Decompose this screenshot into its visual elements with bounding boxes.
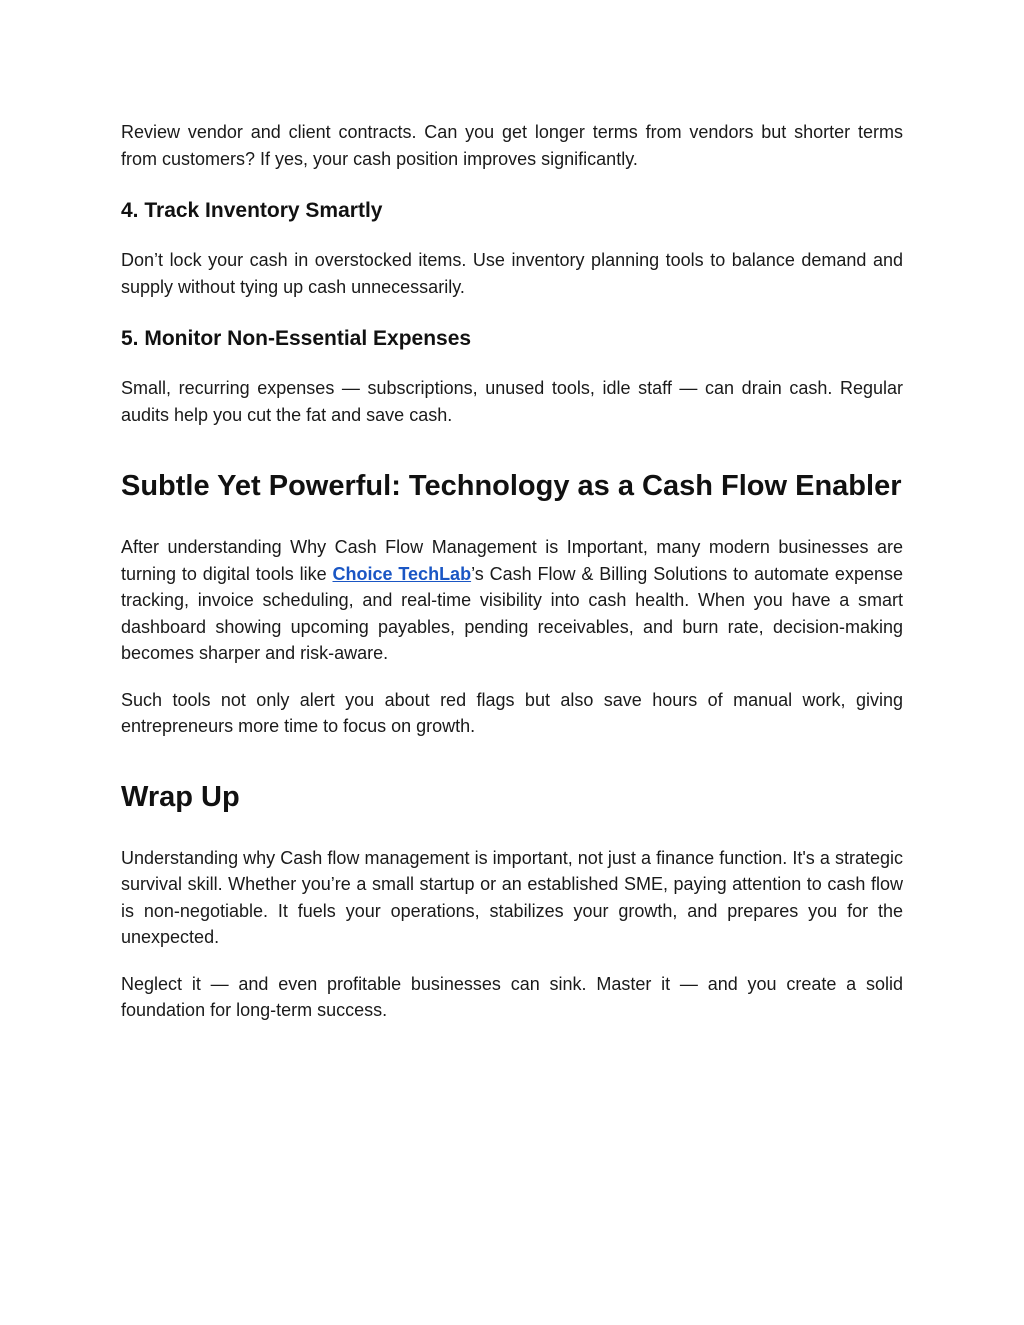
inventory-paragraph: Don’t lock your cash in overstocked items. Use inventory planning tools to balance demand and supply without tying up cash unnecessarily. (121, 250, 903, 297)
document-page (121, 116, 903, 1024)
contracts-paragraph: Review vendor and client contracts. Can you get longer terms from vendors but shorter terms from customers? If yes, your cash position improves significantly. (121, 122, 903, 169)
wrap-up-heading: Wrap Up (121, 780, 240, 813)
expenses-paragraph: Small, recurring expenses — subscriptions, unused tools, idle staff — can drain cash. Regular audits help you cut the fat and save cash. (121, 378, 903, 425)
choice-techlab-link[interactable]: Choice TechLab (332, 563, 472, 584)
tools-paragraph: Such tools not only alert you about red flags but also save hours of manual work, giving entrepreneurs more time to focus on growth. (121, 689, 903, 736)
neglect-paragraph: Neglect it — and even profitable businesses can sink. Master it — and you create a solid foundation for long-term success. (121, 973, 903, 1020)
technology-text-before-link: After understanding Why Cash Flow Management is Important, many modern businesses are turning to digital tools like (121, 537, 903, 584)
expenses-heading: 5. Monitor Non-Essential Expenses (121, 327, 472, 350)
technology-paragraph (121, 534, 903, 667)
technology-text-after-link: ’s Cash Flow & Billing Solutions to automate expense tracking, invoice scheduling, and real-time visibility into cash health. When you have a smart dashboard showing upcoming payables, pending receivables, and burn rate, decision-making becomes sharper and risk-aware. (121, 563, 903, 663)
wrap-up-paragraph: Understanding why Cash flow management is important, not just a finance function. It's a strategic survival skill. Whether you’re a small startup or an established SME, paying attention to cash flow is non-negotiable. It fuels your operations, stabilizes your growth, and prepares you for the unexpected. (121, 847, 903, 947)
technology-heading: Subtle Yet Powerful: Technology as a Cash Flow Enabler (121, 470, 902, 502)
inventory-heading: 4. Track Inventory Smartly (121, 199, 383, 222)
